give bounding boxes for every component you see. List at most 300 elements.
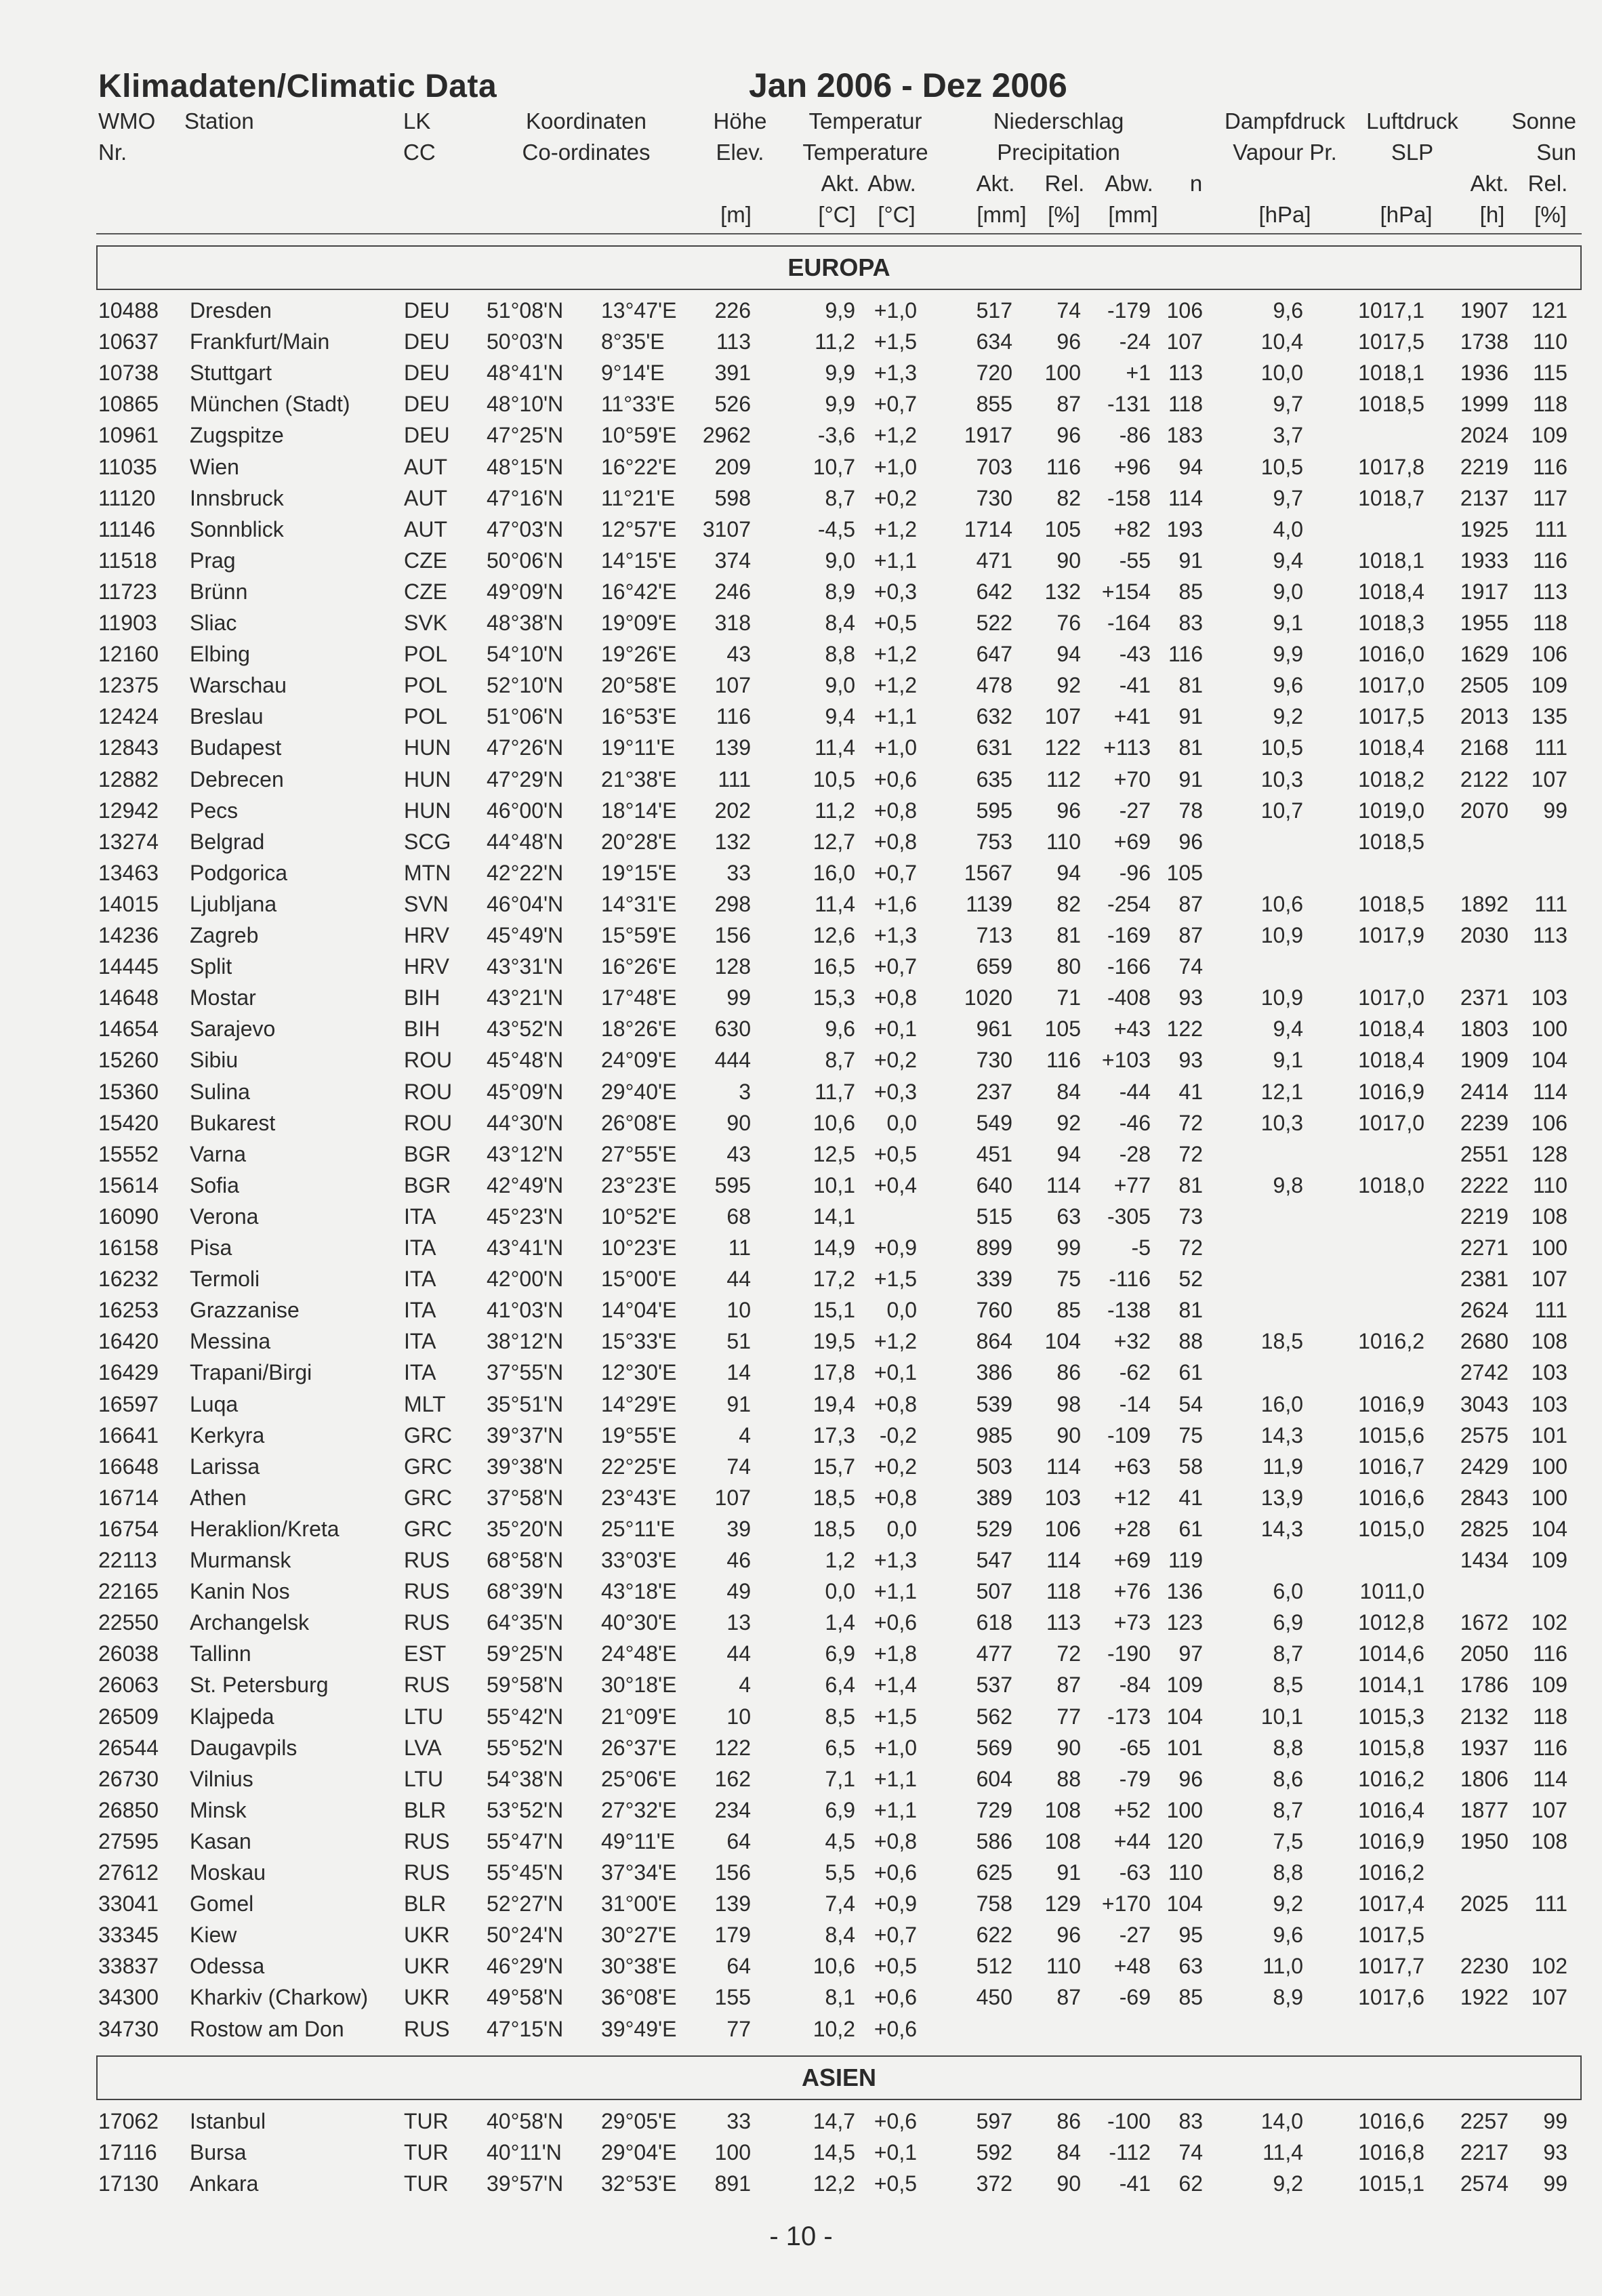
cell-precip-actual: 1714 [964,516,1012,541]
cell-station-name: Athen [190,1485,247,1510]
cell-country-code: DEU [404,392,450,417]
cell-latitude: 42°00'N [487,1267,564,1292]
cell-precip-deviation: +96 [1113,454,1151,479]
cell-precip-actual: 477 [976,1641,1012,1666]
cell-vapour-pressure: 9,2 [1273,2171,1303,2196]
table-row [0,1950,1602,1982]
cell-precip-days: 54 [1178,1391,1203,1416]
cell-precip-deviation: -131 [1107,392,1151,417]
cell-precip-actual: 515 [976,1204,1012,1229]
cell-country-code: MLT [404,1391,446,1416]
cell-wmo-number: 14445 [98,954,159,979]
cell-temp-deviation: +0,8 [874,829,917,854]
cell-elevation: 100 [714,2140,751,2165]
cell-station-name: Sonnblick [190,516,284,541]
cell-sea-level-pressure: 1018,4 [1358,735,1424,760]
table-row [0,982,1602,1013]
cell-precip-actual: 961 [976,1017,1012,1042]
cell-precip-deviation: +32 [1113,1329,1151,1354]
header-rule [96,233,1582,234]
cell-country-code: POL [404,704,448,729]
cell-sunshine-relative: 118 [1532,1704,1567,1729]
cell-wmo-number: 34300 [98,1985,159,2010]
cell-precip-days: 87 [1178,923,1203,947]
col-prec-akt: Akt. [976,171,1015,196]
cell-elevation: 4 [739,1422,751,1448]
cell-sunshine-relative: 135 [1531,704,1567,729]
cell-longitude: 23°23'E [601,1172,677,1197]
cell-country-code: ITA [404,1267,436,1292]
unit-temp-abw: [°C] [878,202,916,227]
cell-precip-days: 72 [1178,1235,1203,1260]
cell-country-code: ITA [404,1204,436,1229]
cell-vapour-pressure: 10,4 [1260,329,1303,354]
cell-elevation: 107 [714,1485,751,1510]
cell-station-name: Belgrad [190,829,265,854]
cell-sea-level-pressure: 1012,8 [1358,1610,1424,1635]
cell-temp-actual: 12,5 [813,1141,855,1166]
cell-wmo-number: 10488 [98,298,159,323]
cell-sunshine-relative: 113 [1532,579,1567,604]
table-row [0,2137,1602,2168]
cell-station-name: Elbing [190,642,250,667]
cell-precip-deviation: -190 [1107,1641,1151,1666]
cell-temp-deviation: +0,7 [874,392,917,417]
cell-temp-deviation: +1,0 [874,1735,917,1760]
cell-country-code: CZE [404,548,447,573]
cell-precip-days: 83 [1178,2109,1203,2133]
cell-sunshine-hours: 2137 [1460,485,1508,510]
cell-precip-relative: 114 [1046,1548,1081,1572]
cell-temp-actual: 7,1 [825,1766,855,1791]
cell-station-name: Sibiu [190,1048,239,1073]
cell-longitude: 10°52'E [601,1204,677,1229]
cell-temp-deviation: +1,3 [874,923,917,947]
cell-precip-days: 81 [1178,673,1203,698]
cell-temp-deviation: +1,1 [874,704,917,729]
cell-wmo-number: 11723 [98,579,157,604]
cell-precip-deviation: -24 [1119,329,1151,354]
cell-temp-actual: 17,3 [813,1422,855,1448]
cell-precip-relative: 75 [1056,1267,1081,1292]
cell-elevation: 49 [726,1579,751,1604]
cell-wmo-number: 15552 [98,1141,159,1166]
cell-sunshine-hours: 2505 [1460,673,1508,698]
cell-vapour-pressure: 3,7 [1273,423,1303,448]
table-row [0,1076,1602,1107]
cell-latitude: 40°11'N [487,2140,562,2165]
cell-latitude: 47°15'N [487,2016,564,2041]
cell-wmo-number: 22165 [98,1579,159,1604]
cell-precip-days: 113 [1168,361,1203,386]
cell-longitude: 23°43'E [601,1485,677,1510]
cell-latitude: 68°58'N [487,1548,564,1572]
unit-hoehe: [m] [720,202,752,227]
cell-sunshine-relative: 111 [1534,1891,1567,1916]
cell-temp-deviation: +0,6 [874,1985,917,2010]
cell-sunshine-hours: 3043 [1460,1391,1508,1416]
table-row [0,951,1602,982]
table-row [0,670,1602,701]
cell-country-code: DEU [404,329,450,354]
table-row [0,2106,1602,2137]
cell-precip-actual: 1139 [966,891,1012,916]
cell-longitude: 10°59'E [601,423,677,448]
cell-temp-actual: 10,2 [813,2016,855,2041]
cell-latitude: 48°15'N [487,454,564,479]
cell-elevation: 99 [726,985,751,1010]
cell-temp-actual: 6,5 [825,1735,855,1760]
cell-precip-days: 52 [1178,1267,1203,1292]
cell-wmo-number: 14015 [98,891,159,916]
cell-wmo-number: 22113 [98,1548,157,1572]
cell-precip-deviation: -5 [1131,1235,1151,1260]
cell-sunshine-hours: 1672 [1460,1610,1508,1635]
cell-longitude: 31°00'E [601,1891,677,1916]
cell-latitude: 45°23'N [487,1204,564,1229]
cell-country-code: RUS [404,1548,450,1572]
cell-longitude: 25°06'E [601,1766,677,1791]
cell-wmo-number: 15360 [98,1079,159,1104]
cell-precip-days: 41 [1178,1485,1203,1510]
cell-vapour-pressure: 10,6 [1260,891,1303,916]
cell-precip-deviation: -46 [1119,1110,1151,1135]
table-row [0,732,1602,763]
cell-sea-level-pressure: 1016,2 [1358,1860,1424,1885]
cell-wmo-number: 27595 [98,1828,159,1853]
cell-longitude: 12°30'E [601,1360,677,1385]
cell-vapour-pressure: 8,7 [1273,1797,1303,1822]
col-sun: Sun [1536,140,1576,165]
cell-elevation: 11 [728,1235,751,1260]
cell-station-name: Heraklion/Kreta [190,1516,340,1541]
cell-precip-actual: 730 [976,485,1012,510]
cell-sunshine-relative: 102 [1531,1954,1567,1979]
cell-temp-deviation: +1,2 [874,642,917,667]
cell-sunshine-relative: 109 [1531,1548,1567,1572]
cell-sunshine-relative: 111 [1534,735,1567,760]
cell-latitude: 38°12'N [487,1329,564,1354]
cell-longitude: 18°14'E [601,798,677,823]
cell-precip-relative: 87 [1056,1985,1081,2010]
cell-sea-level-pressure: 1017,0 [1358,985,1424,1010]
table-row [0,451,1602,483]
cell-precip-relative: 84 [1056,1079,1081,1104]
cell-country-code: ITA [404,1298,436,1323]
cell-sunshine-relative: 111 [1534,1298,1567,1323]
cell-precip-days: 104 [1166,1704,1203,1729]
cell-precip-actual: 642 [976,579,1012,604]
cell-precip-days: 114 [1168,485,1203,510]
cell-vapour-pressure: 13,9 [1260,1485,1303,1510]
cell-longitude: 30°38'E [601,1954,677,1979]
cell-precip-actual: 372 [976,2171,1012,2196]
cell-latitude: 42°22'N [487,860,564,885]
cell-latitude: 42°49'N [487,1172,564,1197]
cell-temp-actual: 12,2 [813,2171,855,2196]
cell-latitude: 46°04'N [487,891,564,916]
cell-precip-days: 104 [1166,1891,1203,1916]
cell-precip-days: 41 [1178,1079,1203,1104]
cell-precip-relative: 96 [1056,423,1081,448]
cell-sunshine-hours: 2217 [1460,2140,1508,2165]
cell-vapour-pressure: 9,7 [1273,392,1303,417]
col-sun-akt: Akt. [1470,171,1509,196]
cell-longitude: 17°48'E [601,985,677,1010]
col-temp-abw: Abw. [867,171,916,196]
cell-latitude: 59°25'N [487,1641,564,1666]
cell-latitude: 46°29'N [487,1954,564,1979]
col-sonne: Sonne [1511,108,1576,134]
cell-temp-deviation: +0,9 [874,1235,917,1260]
cell-vapour-pressure: 11,9 [1262,1454,1303,1479]
cell-latitude: 55°45'N [487,1860,564,1885]
table-row [0,1826,1602,1857]
cell-sunshine-hours: 1999 [1460,392,1508,417]
cell-precip-actual: 595 [976,798,1012,823]
cell-precip-relative: 116 [1046,1048,1081,1073]
cell-precip-days: 61 [1178,1360,1203,1385]
cell-station-name: Pecs [190,798,239,823]
cell-temp-deviation: +0,8 [874,1391,917,1416]
cell-vapour-pressure: 9,1 [1273,611,1303,635]
cell-temp-actual: 15,1 [813,1298,855,1323]
cell-elevation: 4 [739,1673,751,1698]
cell-sea-level-pressure: 1017,5 [1358,1923,1424,1948]
col-cc: CC [403,140,436,165]
cell-longitude: 16°42'E [601,579,677,604]
cell-precip-days: 123 [1166,1610,1203,1635]
cell-temp-actual: 7,4 [825,1891,855,1916]
cell-sunshine-relative: 108 [1531,1828,1567,1853]
cell-wmo-number: 26509 [98,1704,159,1729]
cell-country-code: LVA [404,1735,442,1760]
cell-elevation: 68 [726,1204,751,1229]
cell-wmo-number: 17130 [98,2171,159,2196]
cell-sunshine-hours: 1925 [1460,516,1508,541]
cell-precip-deviation: -305 [1107,1204,1151,1229]
cell-precip-relative: 71 [1056,985,1081,1010]
cell-sunshine-relative: 110 [1532,1172,1567,1197]
cell-precip-deviation: +28 [1113,1516,1151,1541]
cell-country-code: TUR [404,2171,449,2196]
cell-wmo-number: 12375 [98,673,159,698]
cell-elevation: 107 [714,673,751,698]
cell-sea-level-pressure: 1015,8 [1358,1735,1424,1760]
cell-precip-actual: 631 [976,735,1012,760]
cell-vapour-pressure: 10,9 [1260,985,1303,1010]
cell-sunshine-hours: 2624 [1460,1298,1508,1323]
cell-temp-deviation: +0,1 [874,2140,917,2165]
cell-precip-relative: 90 [1056,548,1081,573]
cell-sunshine-relative: 103 [1531,985,1567,1010]
cell-wmo-number: 10738 [98,361,159,386]
cell-longitude: 32°53'E [601,2171,677,2196]
cell-precip-actual: 512 [976,1954,1012,1979]
cell-latitude: 55°47'N [487,1828,564,1853]
cell-sunshine-relative: 106 [1531,642,1567,667]
cell-wmo-number: 33041 [98,1891,159,1916]
cell-station-name: Klajpeda [190,1704,274,1729]
cell-vapour-pressure: 11,4 [1262,2140,1303,2165]
cell-temp-actual: 18,5 [813,1485,855,1510]
cell-sea-level-pressure: 1017,1 [1358,298,1424,323]
cell-sunshine-relative: 107 [1531,766,1567,792]
cell-precip-relative: 112 [1046,766,1081,792]
cell-latitude: 53°52'N [487,1797,564,1822]
cell-latitude: 47°26'N [487,735,564,760]
cell-temp-deviation: +0,7 [874,954,917,979]
cell-sunshine-hours: 2025 [1460,1891,1508,1916]
cell-sunshine-hours: 2371 [1460,985,1508,1010]
cell-wmo-number: 26730 [98,1766,159,1791]
cell-precip-actual: 730 [976,1048,1012,1073]
table-row [0,1232,1602,1263]
cell-sunshine-relative: 114 [1532,1766,1567,1791]
table-row [0,1513,1602,1544]
cell-precip-actual: 753 [976,829,1012,854]
cell-precip-deviation: +103 [1101,1048,1151,1073]
cell-station-name: Minsk [190,1797,247,1822]
cell-precip-deviation: +82 [1113,516,1151,541]
cell-precip-relative: 87 [1056,1673,1081,1698]
cell-sunshine-hours: 1955 [1460,611,1508,635]
cell-sunshine-relative: 93 [1543,2140,1567,2165]
cell-sunshine-hours: 1907 [1460,298,1508,323]
cell-station-name: Luqa [190,1391,239,1416]
cell-wmo-number: 12942 [98,798,159,823]
cell-precip-actual: 760 [976,1298,1012,1323]
cell-precip-relative: 90 [1056,1422,1081,1448]
cell-precip-actual: 647 [976,642,1012,667]
cell-sunshine-relative: 107 [1531,1797,1567,1822]
table-row [0,1451,1602,1482]
cell-country-code: EST [404,1641,447,1666]
cell-sunshine-relative: 116 [1532,1641,1567,1666]
table-row [0,545,1602,576]
cell-temp-actual: 5,5 [825,1860,855,1885]
table-row [0,295,1602,326]
cell-temp-actual: 11,7 [815,1079,855,1104]
unit-prec-rel: [%] [1048,202,1080,227]
col-temperature: Temperature [802,140,928,165]
cell-elevation: 3 [739,1079,751,1104]
cell-station-name: Messina [190,1329,271,1354]
cell-sunshine-hours: 2271 [1460,1235,1508,1260]
cell-elevation: 298 [714,891,751,916]
cell-station-name: Split [190,954,232,979]
cell-country-code: SVK [404,611,448,635]
cell-station-name: Warschau [190,673,287,698]
table-row [0,607,1602,638]
cell-temp-deviation: +0,6 [874,1610,917,1635]
cell-temp-deviation: +1,3 [874,1548,917,1572]
cell-latitude: 50°03'N [487,329,564,354]
page-title: Klimadaten/Climatic Data [98,68,497,104]
cell-sunshine-hours: 1917 [1460,579,1508,604]
cell-wmo-number: 26038 [98,1641,159,1666]
col-hoehe: Höhe [713,108,767,134]
cell-sunshine-hours: 1936 [1460,361,1508,386]
cell-sunshine-hours: 2219 [1460,1204,1508,1229]
cell-sunshine-relative: 108 [1531,1204,1567,1229]
cell-temp-actual: 16,0 [813,860,855,885]
cell-country-code: LTU [404,1704,444,1729]
cell-longitude: 14°04'E [601,1298,677,1323]
cell-station-name: Wien [190,454,239,479]
cell-country-code: GRC [404,1485,453,1510]
cell-temp-deviation: +0,1 [874,1017,917,1042]
cell-wmo-number: 16597 [98,1391,159,1416]
cell-elevation: 74 [726,1454,751,1479]
cell-precip-deviation: +73 [1113,1610,1151,1635]
cell-wmo-number: 10961 [98,423,159,448]
cell-station-name: Bursa [190,2140,247,2165]
cell-country-code: DEU [404,298,450,323]
cell-precip-actual: 758 [976,1891,1012,1916]
cell-vapour-pressure: 4,0 [1273,516,1303,541]
cell-precip-relative: 63 [1056,1204,1081,1229]
cell-station-name: Kanin Nos [190,1579,290,1604]
cell-longitude: 33°03'E [601,1548,677,1572]
cell-longitude: 25°11'E [601,1516,676,1541]
cell-temp-deviation: +0,7 [874,1923,917,1948]
cell-precip-days: 81 [1178,735,1203,760]
cell-latitude: 59°58'N [487,1673,564,1698]
cell-wmo-number: 13274 [98,829,159,854]
cell-sunshine-relative: 110 [1532,329,1567,354]
cell-sunshine-hours: 2574 [1460,2171,1508,2196]
cell-longitude: 24°48'E [601,1641,677,1666]
cell-latitude: 37°55'N [487,1360,564,1385]
cell-elevation: 3107 [702,516,751,541]
cell-temp-deviation: +0,8 [874,1485,917,1510]
cell-elevation: 77 [726,2016,751,2041]
cell-vapour-pressure: 9,6 [1273,673,1303,698]
cell-precip-relative: 90 [1056,2171,1081,2196]
unit-slp: [hPa] [1380,202,1433,227]
cell-wmo-number: 13463 [98,860,159,885]
cell-latitude: 51°06'N [487,704,564,729]
cell-precip-days: 85 [1178,1985,1203,2010]
cell-latitude: 49°58'N [487,1985,564,2010]
cell-longitude: 19°26'E [601,642,677,667]
cell-elevation: 891 [714,2171,751,2196]
cell-precip-relative: 74 [1056,298,1081,323]
cell-sunshine-hours: 2168 [1460,735,1508,760]
cell-precip-days: 105 [1166,860,1203,885]
cell-precip-days: 119 [1168,1548,1203,1572]
cell-temp-deviation: +0,2 [874,1454,917,1479]
cell-precip-days: 74 [1178,2140,1203,2165]
cell-country-code: HRV [404,923,449,947]
cell-country-code: AUT [404,485,447,510]
cell-temp-actual: 8,7 [825,485,855,510]
cell-precip-relative: 110 [1046,829,1081,854]
table-row [0,576,1602,607]
cell-latitude: 45°09'N [487,1079,564,1104]
col-luftdruck: Luftdruck [1366,108,1458,134]
cell-precip-days: 88 [1178,1329,1203,1354]
cell-vapour-pressure: 6,9 [1273,1610,1303,1635]
cell-latitude: 47°29'N [487,766,564,792]
table-row [0,1201,1602,1232]
cell-temp-actual: 9,4 [825,704,855,729]
cell-precip-deviation: -138 [1107,1298,1151,1323]
cell-precip-relative: 85 [1056,1298,1081,1323]
cell-sea-level-pressure: 1017,5 [1358,704,1424,729]
cell-sunshine-relative: 99 [1543,2109,1567,2133]
